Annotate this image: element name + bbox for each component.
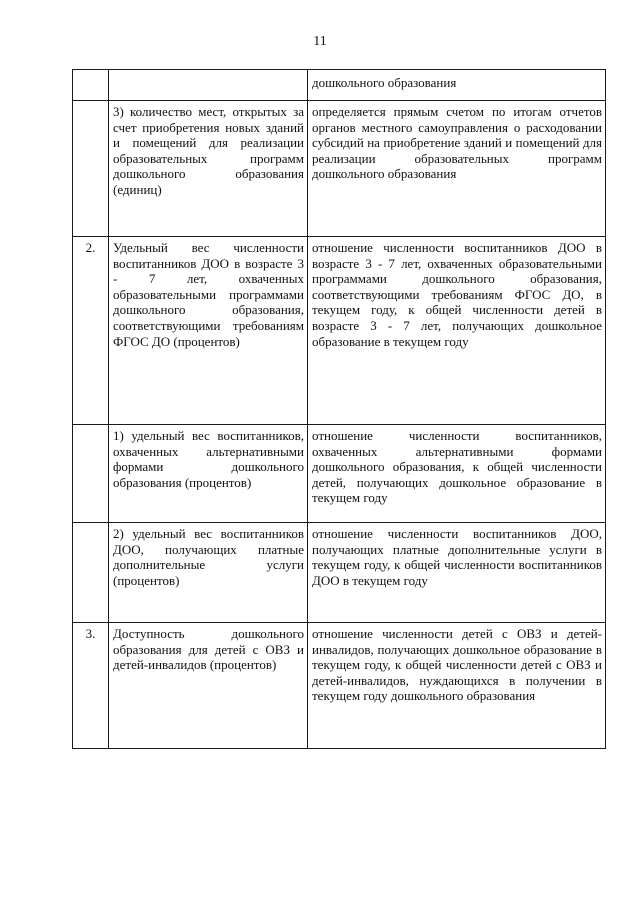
calculation-method-cell: отношение численности воспитанников ДОО в возрасте 3 - 7 лет, охваченных образовательными программами дошкольного образования, соответствующими требованиям ФГОС ДО, в текущем году, к общей численности детей в возрасте 3 - 7 лет, получающих дошкольное образование в текущем году bbox=[308, 237, 606, 425]
row-number bbox=[73, 425, 109, 523]
calculation-method-cell: отношение численности детей с ОВЗ и детей-инвалидов, получающих дошкольное образование в текущем году, к общей численности детей с ОВЗ и детей-инвалидов, нуждающихся в получении в текущем году дошкольного образования bbox=[308, 623, 606, 749]
calculation-method-cell: отношение численности воспитанников, охваченных альтернативными формами дошкольного образования, к общей численности детей, получающих дошкольное образование в текущем году bbox=[308, 425, 606, 523]
indicator-cell: 2) удельный вес воспитанников ДОО, получающих платные дополнительные услуги (процентов) bbox=[109, 523, 308, 623]
calculation-method-cell: отношение численности воспитанников ДОО, получающих платные дополнительные услуги в текущем году, к общей численности воспитанников ДОО в текущем году bbox=[308, 523, 606, 623]
row-number bbox=[73, 70, 109, 101]
calculation-method-cell: определяется прямым счетом по итогам отчетов органов местного самоуправления о расходовании субсидий на приобретение зданий и помещений для реализации образовательных программ дошкольного образования bbox=[308, 101, 606, 237]
row-number bbox=[73, 101, 109, 237]
indicators-table bbox=[72, 69, 606, 749]
row-number bbox=[73, 523, 109, 623]
table-row bbox=[73, 425, 606, 523]
table-row bbox=[73, 237, 606, 425]
calculation-method-cell: дошкольного образования bbox=[308, 70, 606, 101]
table-row bbox=[73, 101, 606, 237]
indicator-cell: Удельный вес численности воспитанников ДОО в возрасте 3 - 7 лет, охваченных образовательными программами дошкольного образования, соответствующими требованиям ФГОС ДО (процентов) bbox=[109, 237, 308, 425]
row-number: 3. bbox=[73, 623, 109, 749]
table-row bbox=[73, 523, 606, 623]
row-number: 2. bbox=[73, 237, 109, 425]
indicator-cell: Доступность дошкольного образования для детей с ОВЗ и детей-инвалидов (процентов) bbox=[109, 623, 308, 749]
table-row bbox=[73, 623, 606, 749]
table-row bbox=[73, 70, 606, 101]
page-number: 11 bbox=[313, 34, 327, 49]
indicator-cell: 1) удельный вес воспитанников, охваченных альтернативными формами дошкольного образования (процентов) bbox=[109, 425, 308, 523]
indicator-cell bbox=[109, 70, 308, 101]
indicator-cell: 3) количество мест, открытых за счет приобретения новых зданий и помещений для реализации образовательных программ дошкольного образования (единиц) bbox=[109, 101, 308, 237]
